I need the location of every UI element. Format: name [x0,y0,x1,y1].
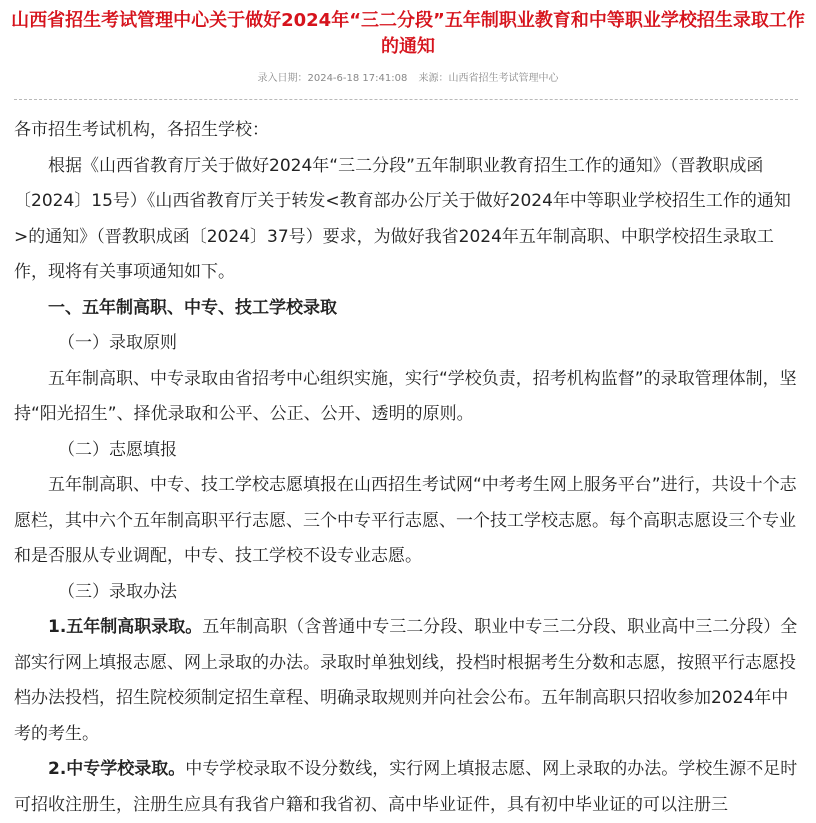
greeting: 各市招生考试机构，各招生学校： [14,120,269,140]
section-heading-1: 一、五年制高职、中专、技工学校录取 [48,297,337,318]
item-text-1: 五年制高职（含普通中专三二分段、职业中专三二分段、职业高中三二分段）全部实行网上填报志愿、网上录取的办法。录取时单独划线，投档时根据考生分数和志愿，按照平行志愿投档办法投档，招生院校须制定招生章程、明确录取规则并向社会公布。五年制高职只招收参加2024年中考的考生。 [14,617,798,744]
subsection-paragraph-1: 五年制高职、中专录取由省招考中心组织实施，实行“学校负责，招考机构监督”的录取管理体制，坚持“阳光招生”、择优录取和公平、公正、公开、透明的原则。 [14,368,797,424]
item-paragraph-2 [14,752,798,823]
intro-paragraph: 根据《山西省教育厅关于做好2024年“三二分段”五年制职业教育招生工作的通知》（晋教职成函〔2024〕15号）《山西省教育厅关于转发<教育部办公厅关于做好2024年中等职业学校招生工作的通知>的通知》（晋教职成函〔2024〕37号）要求，为做好我省2024年五年制高职、中职学校招生录取工作，现将有关事项通知如下。 [14,155,791,282]
article-source: 来源：山西省招生考试管理中心 [418,73,559,84]
article-meta [0,72,816,86]
article-body [14,113,798,823]
subsection-heading-3: （三）录取办法 [58,581,177,602]
article-title: 山西省招生考试管理中心关于做好2024年“三二分段”五年制职业教育和中等职业学校招生录取工作的通知 [11,10,805,57]
subsection-heading-2: （二）志愿填报 [58,439,177,460]
subsection-heading-1: （一）录取原则 [58,333,177,353]
title-divider [14,99,798,100]
item-label-2: 2.中专学校录取。 [48,759,186,779]
publish-date: 录入日期：2024-6-18 17:41:08 [257,73,408,84]
subsection-paragraph-2: 五年制高职、中专、技工学校志愿填报在山西招生考试网“中考考生网上服务平台”进行，共设十个志愿栏，其中六个五年制高职平行志愿、三个中专平行志愿、一个技工学校志愿。每个高职志愿设三个专业和是否服从专业调配，中专、技工学校不设专业志愿。 [14,475,797,566]
item-label-1: 1.五年制高职录取。 [48,617,203,637]
item-text-2: 中专学校录取不设分数线，实行网上填报志愿、网上录取的办法。学校生源不足时可招收注册生，注册生应具有我省户籍和我省初、高中毕业证件，具有初中毕业证的可以注册三 [14,759,798,815]
item-paragraph-1 [14,610,798,752]
